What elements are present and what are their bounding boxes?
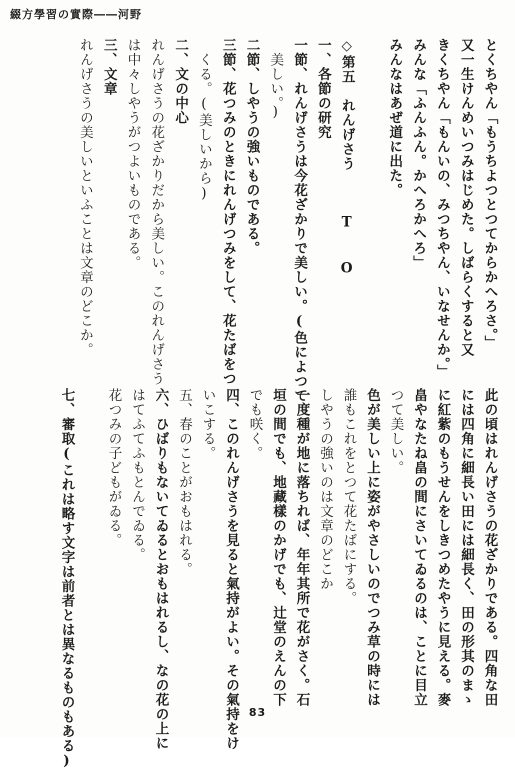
upper-text-column: 三、文章 — [100, 38, 117, 96]
lower-text-column: に紅紫のもうせんをしきつめたやうに見える。麥 — [434, 388, 451, 707]
lower-text-column: 垣の間でも、地藏樣のかげでも、辻堂のえんの下 — [270, 388, 286, 707]
lower-text-column: には四角に細長い田には細長く、田の形其のまゝ — [458, 388, 474, 707]
lower-text-column: しやうの強いのは文章のどこか — [317, 388, 333, 591]
upper-text-column: は中々しやうがつよいものである。 — [124, 38, 141, 270]
upper-text-column: みんな「ふんふん。かへろかへろ」 — [410, 38, 427, 270]
upper-text-column: ◇第五 れんげさう T O — [338, 38, 355, 278]
upper-text-column: みんなはあぜ道に出た。 — [386, 38, 403, 198]
lower-text-column: 四、このれんげさうを見ると氣持がよい。その氣持をけ — [223, 388, 239, 751]
upper-text-column: 二節、しやうの強いものである。 — [243, 38, 260, 256]
lower-text-column: 七、審取(これは略す文字は前者とは異なるものもある) — [58, 388, 75, 770]
upper-text-column: 又一生けんめいつみはじめた。しばらくすると又 — [457, 38, 474, 357]
lower-text-column: 色が美しい上に姿がやさしいのでつみ草の時には — [364, 388, 380, 707]
lower-text-column: つて美しい。 — [387, 388, 404, 475]
upper-text-column: きくちやん「もんいの、みつちやん、いなせんか。」 — [433, 38, 450, 380]
lower-text-column: 誰もこれをとつて花たばにする。 — [340, 388, 357, 606]
upper-text-column: 一節、れんげさうは今花ざかりで美しい。(色によつて — [291, 38, 308, 403]
lower-text-column: 此の頃はれんげさうの花ざかりである。四角な田 — [481, 388, 498, 707]
upper-text-column: 三節、花つみのときにれんげつみをして、花たばをつ — [219, 38, 236, 386]
running-header: 綴方學習の實際――河野 — [10, 8, 142, 21]
page-number: 83 — [248, 706, 267, 719]
lower-text-column: 畠やなたね畠の間にさいてゐるのは、ことに目立 — [411, 388, 427, 707]
lower-text-column: はてふてふもとんでゐる。 — [129, 388, 145, 562]
lower-text-column: 五、春のことがおもはれる。 — [176, 388, 192, 577]
upper-text-column: れんげさうの花ざかりだから美しい。このれんげさう — [148, 38, 165, 386]
upper-text-column: 一、各節の研究 — [314, 38, 331, 140]
upper-text-column: くる。(美しいから) — [195, 38, 212, 203]
upper-text-column: 二、文の中心 — [172, 38, 189, 125]
upper-text-column: れんげさうの美しいといふことは文章のどこか。 — [76, 38, 93, 357]
lower-text-column: 花つみの子どもがゐる。 — [105, 388, 122, 548]
lower-text-column: 一度種が地に落ちれば、年年其所で花がさく。石 — [293, 388, 310, 707]
lower-text-column: 六、ひばりもないてゐるとおもはれるし、なの花の上に — [152, 388, 169, 751]
lower-text-column: でも咲く。 — [246, 388, 263, 461]
lower-text-column: いこする。 — [199, 388, 216, 461]
upper-text-column: 美しい。) — [267, 38, 284, 121]
upper-text-column: とくちやん「もうちよつとつてからかへろさ。」 — [481, 38, 498, 351]
